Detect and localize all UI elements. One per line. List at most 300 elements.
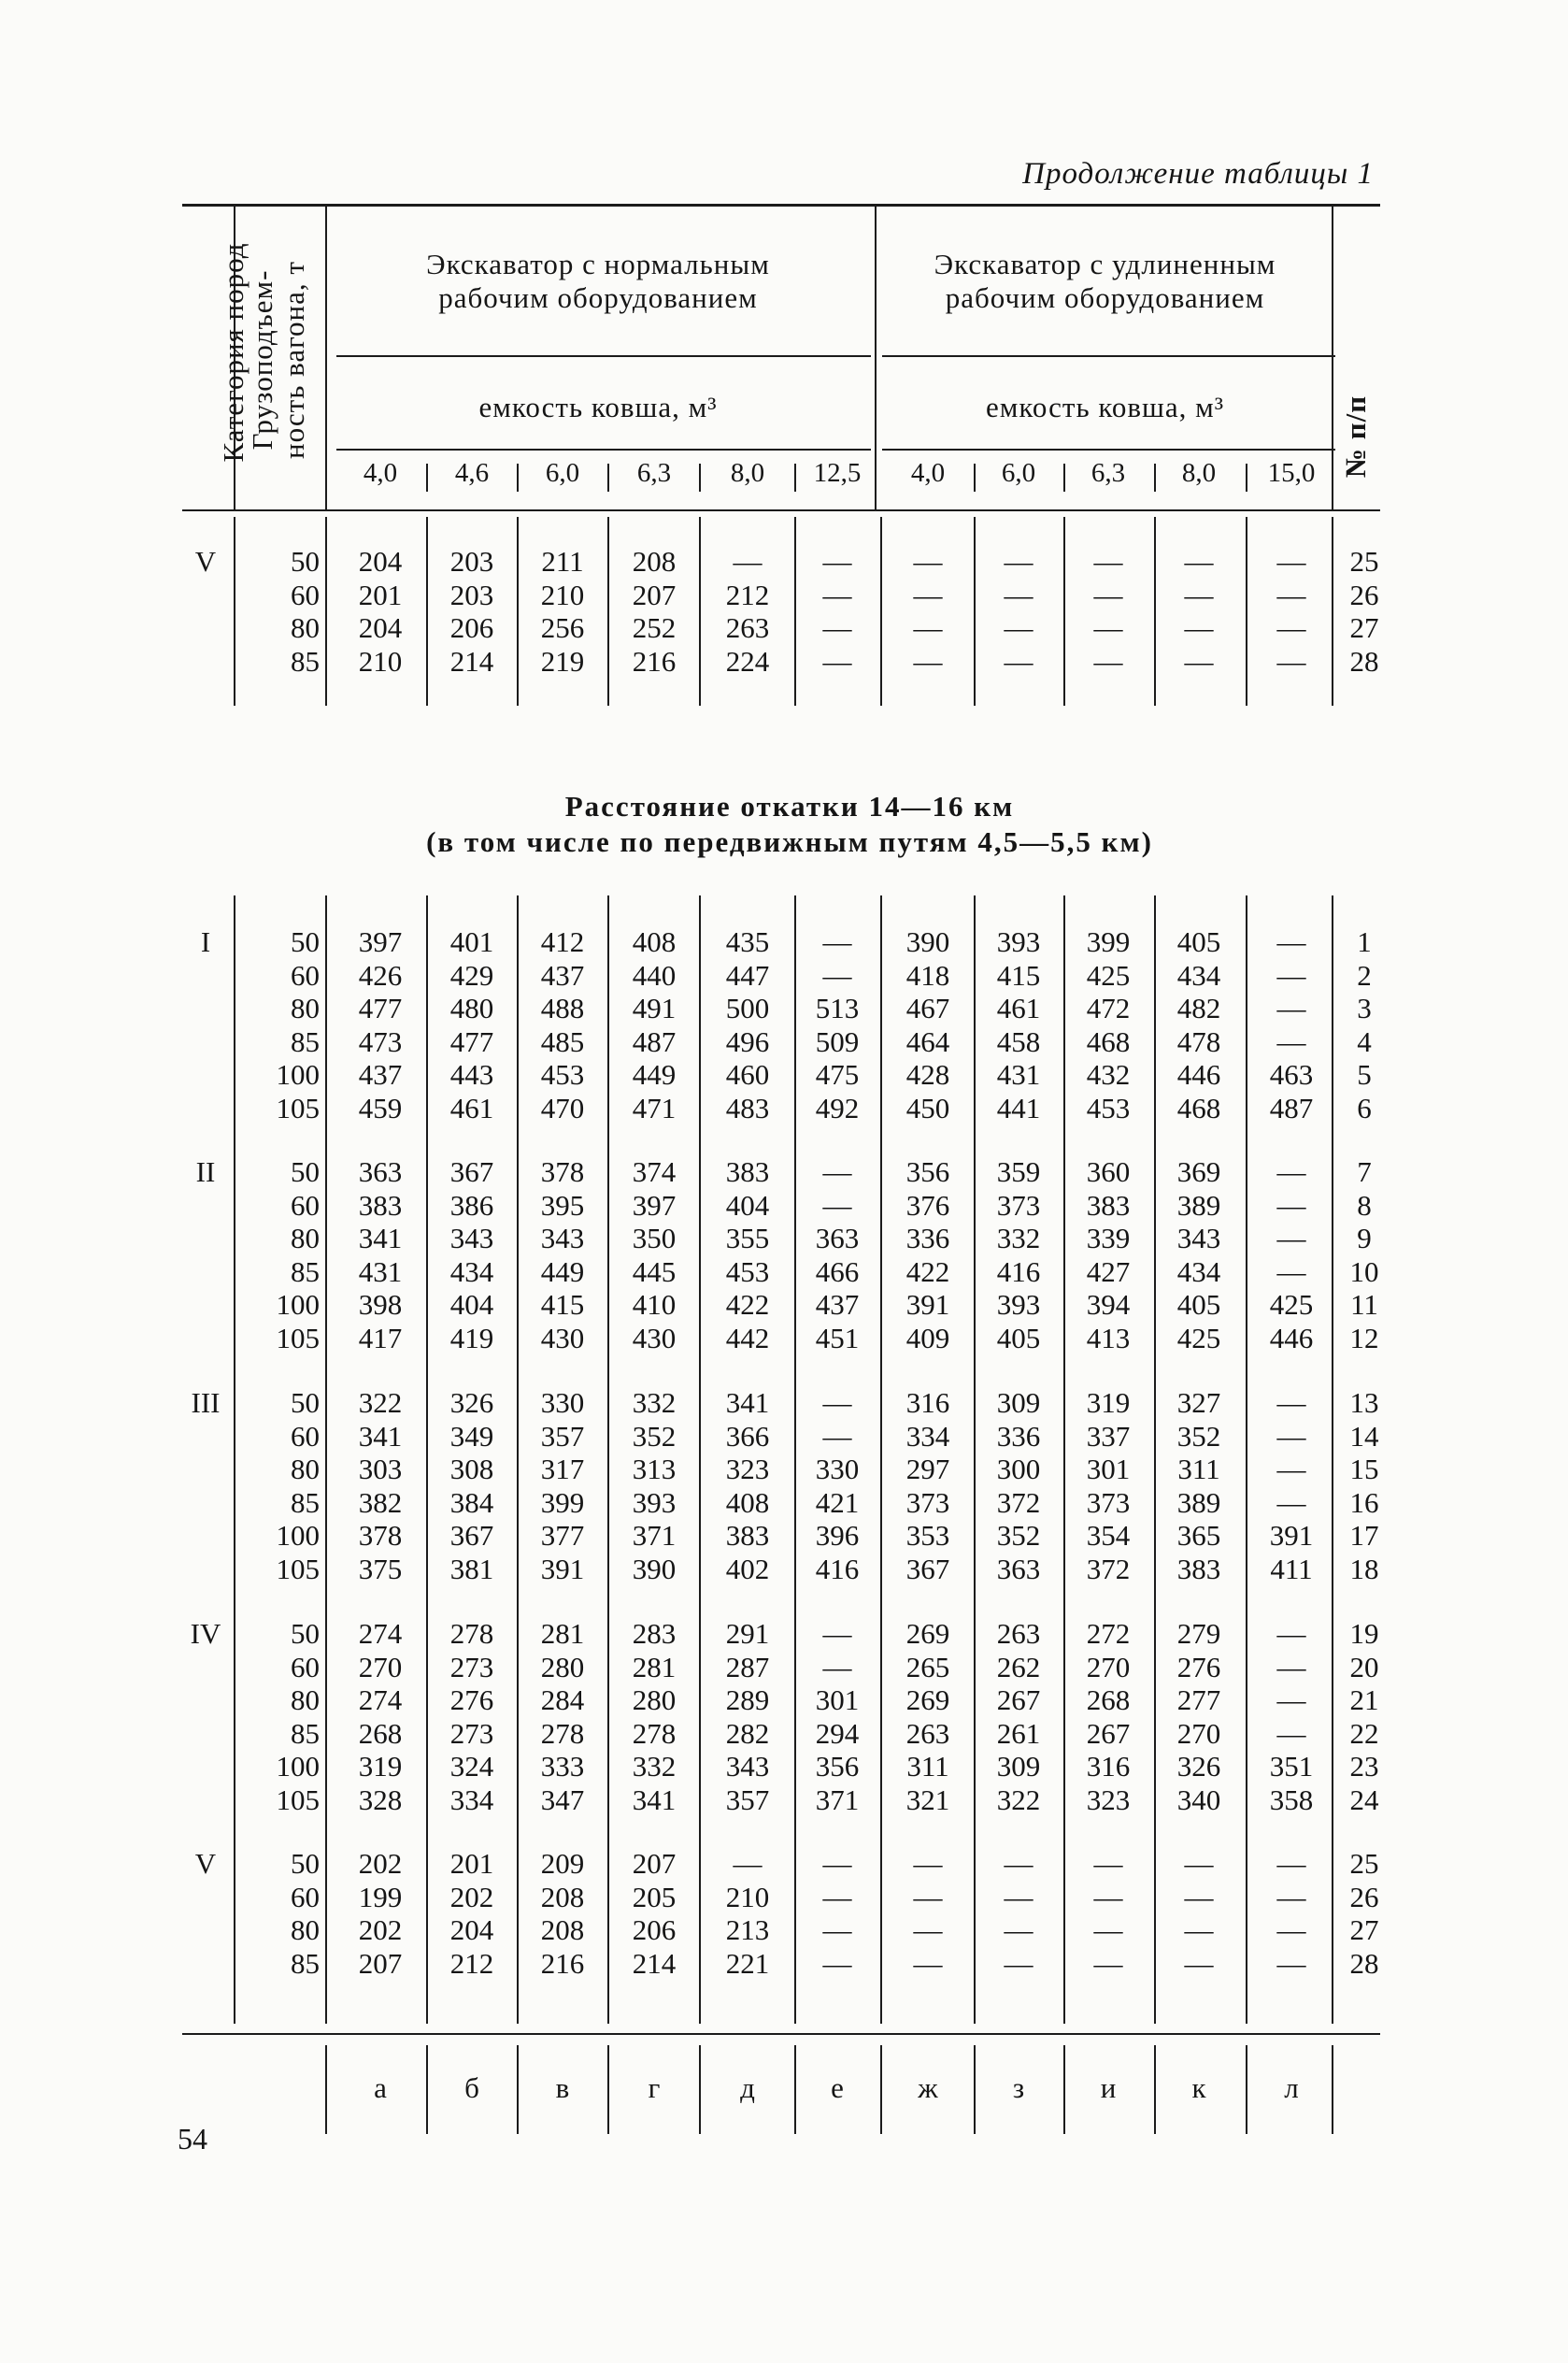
wagon-capacity: 80 [291, 1222, 320, 1254]
table-cell: — [822, 1913, 852, 1946]
table-cell: 297 [905, 1453, 950, 1485]
table-cell: 208 [540, 1880, 585, 1913]
table-cell: 377 [540, 1519, 585, 1552]
footer-rule [1246, 2045, 1247, 2134]
table-cell: 442 [725, 1321, 770, 1354]
footer-rule [1154, 2045, 1156, 2134]
table-cell: 263 [996, 1617, 1041, 1650]
column-rule [974, 517, 976, 706]
table-cell: 330 [540, 1386, 585, 1419]
table-cell: 213 [725, 1913, 770, 1946]
table-cell: 389 [1176, 1485, 1221, 1519]
column-rule [1063, 517, 1065, 706]
table-cell: — [822, 925, 852, 958]
row-number: 20 [1349, 1650, 1379, 1683]
footer-rule [426, 2045, 428, 2134]
table-cell: — [1276, 1419, 1306, 1453]
footer-rule [974, 2045, 976, 2134]
table-cell: 443 [449, 1058, 494, 1091]
wagon-capacity: 105 [276, 1091, 320, 1124]
table-cell: 468 [1086, 1024, 1131, 1058]
table-cell: 461 [996, 992, 1041, 1024]
table-cell: 263 [725, 611, 770, 644]
table-cell: 323 [1086, 1783, 1131, 1816]
row-number: 15 [1349, 1453, 1379, 1485]
table-cell: — [1004, 644, 1033, 678]
table-cell: — [1004, 1847, 1033, 1880]
table-cell: 328 [358, 1783, 403, 1816]
table-cell: 201 [449, 1847, 494, 1880]
table-cell: — [1276, 958, 1306, 992]
table-cell: 277 [1176, 1683, 1221, 1716]
table-cell: 199 [358, 1880, 403, 1913]
table-cell: 202 [449, 1880, 494, 1913]
table-cell: 278 [449, 1617, 494, 1650]
table-cell: — [1276, 1716, 1306, 1750]
table-cell: 477 [449, 1024, 494, 1058]
table-cell: 366 [725, 1419, 770, 1453]
table-cell: — [1276, 1155, 1306, 1188]
table-cell: 371 [815, 1783, 860, 1816]
table-cell: 316 [1086, 1750, 1131, 1783]
table-cell: 214 [632, 1946, 677, 1980]
table-cell: 461 [449, 1091, 494, 1124]
table-caption: Продолжение таблицы 1 [1022, 157, 1374, 191]
column-rule [325, 895, 327, 2024]
table-cell: — [1276, 1386, 1306, 1419]
table-cell: — [822, 644, 852, 678]
table-cell: 472 [1086, 992, 1131, 1024]
table-cell: 405 [996, 1321, 1041, 1354]
table-cell: 202 [358, 1913, 403, 1946]
row-number: 19 [1349, 1617, 1379, 1650]
table-cell: — [1276, 1453, 1306, 1485]
table-cell: 211 [541, 545, 584, 578]
table-cell: 319 [1086, 1386, 1131, 1419]
table-cell: 267 [1086, 1716, 1131, 1750]
table-cell: 404 [449, 1288, 494, 1321]
wagon-capacity: 80 [291, 992, 320, 1024]
table-cell: — [1184, 1913, 1214, 1946]
table-cell: 459 [358, 1091, 403, 1124]
table-cell: 300 [996, 1453, 1041, 1485]
table-cell: 352 [996, 1519, 1041, 1552]
row-number: 5 [1357, 1058, 1372, 1091]
table-cell: 347 [540, 1783, 585, 1816]
table-cell: 353 [905, 1519, 950, 1552]
row-number: 8 [1357, 1188, 1372, 1222]
wagon-capacity: 50 [291, 1847, 320, 1880]
column-rule [1154, 895, 1156, 2024]
table-cell: 383 [725, 1519, 770, 1552]
table-cell: 212 [449, 1946, 494, 1980]
table-cell: 371 [632, 1519, 677, 1552]
table-cell: 343 [725, 1750, 770, 1783]
table-cell: 425 [1086, 958, 1131, 992]
footer-rule [699, 2045, 701, 2134]
table-cell: 272 [1086, 1617, 1131, 1650]
wagon-capacity: 85 [291, 644, 320, 678]
table-cell: 431 [358, 1254, 403, 1288]
table-cell: 372 [996, 1485, 1041, 1519]
table-cell: 337 [1086, 1419, 1131, 1453]
wagon-capacity: 80 [291, 1683, 320, 1716]
table-cell: 269 [905, 1617, 950, 1650]
bucket-size-tick: 8,0 [1181, 458, 1217, 488]
table-cell: — [1004, 578, 1033, 611]
table-cell: 395 [540, 1188, 585, 1222]
tick-divider [517, 464, 519, 492]
table-cell: 430 [540, 1321, 585, 1354]
wagon-capacity: 80 [291, 611, 320, 644]
wagon-capacity: 100 [276, 1058, 320, 1091]
table-cell: 341 [358, 1222, 403, 1254]
table-cell: 483 [725, 1091, 770, 1124]
table-cell: 343 [449, 1222, 494, 1254]
table-cell: — [822, 1188, 852, 1222]
table-cell: 334 [905, 1419, 950, 1453]
table-cell: — [822, 1419, 852, 1453]
table-cell: 417 [358, 1321, 403, 1354]
table-bottom-rule [182, 2033, 1380, 2035]
table-cell: 396 [815, 1519, 860, 1552]
table-cell: 214 [449, 644, 494, 678]
table-cell: — [913, 1913, 943, 1946]
table-cell: 441 [996, 1091, 1041, 1124]
column-rule [880, 895, 882, 2024]
table-cell: 319 [358, 1750, 403, 1783]
table-cell: 358 [1269, 1783, 1314, 1816]
table-cell: 463 [1269, 1058, 1314, 1091]
table-cell: 202 [358, 1847, 403, 1880]
table-cell: 369 [1176, 1155, 1221, 1188]
table-cell: 393 [996, 925, 1041, 958]
bucket-size-tick: 6,3 [636, 458, 672, 488]
table-cell: — [822, 1880, 852, 1913]
rock-category: III [191, 1386, 221, 1419]
table-cell: 428 [905, 1058, 950, 1091]
table-cell: 301 [1086, 1453, 1131, 1485]
table-cell: — [1276, 1946, 1306, 1980]
wagon-capacity: 85 [291, 1946, 320, 1980]
table-cell: 372 [1086, 1552, 1131, 1585]
table-cell: 357 [540, 1419, 585, 1453]
wagon-capacity: 85 [291, 1024, 320, 1058]
wagon-capacity: 105 [276, 1783, 320, 1816]
table-cell: 389 [1176, 1188, 1221, 1222]
row-number: 23 [1349, 1750, 1379, 1783]
header-top-rule [182, 204, 1380, 207]
table-cell: 432 [1086, 1058, 1131, 1091]
table-cell: 332 [996, 1222, 1041, 1254]
table-cell: — [1093, 1913, 1123, 1946]
table-cell: — [822, 1946, 852, 1980]
table-cell: 449 [632, 1058, 677, 1091]
table-cell: 470 [540, 1091, 585, 1124]
bucket-size-tick: 8,0 [730, 458, 765, 488]
table-cell: — [822, 1650, 852, 1683]
table-cell: 426 [358, 958, 403, 992]
table-cell: — [1184, 611, 1214, 644]
table-cell: 446 [1176, 1058, 1221, 1091]
table-cell: 390 [905, 925, 950, 958]
tick-divider [974, 464, 976, 492]
row-number: 27 [1349, 1913, 1379, 1946]
table-cell: 340 [1176, 1783, 1221, 1816]
table-cell: 291 [725, 1617, 770, 1650]
row-number: 4 [1357, 1024, 1372, 1058]
wagon-capacity: 85 [291, 1254, 320, 1288]
wagon-capacity: 60 [291, 1880, 320, 1913]
normal-excavator-header: Экскаватор с нормальным рабочим оборудованием [426, 248, 770, 314]
rock-category: V [194, 545, 217, 578]
table-cell: 322 [358, 1386, 403, 1419]
section-title [280, 789, 1299, 860]
table-cell: 352 [632, 1419, 677, 1453]
table-cell: — [822, 1617, 852, 1650]
wagon-capacity: 50 [291, 545, 320, 578]
footer-rule [1063, 2045, 1065, 2134]
bucket-rule-extended [882, 355, 1335, 357]
wagon-capacity: 85 [291, 1716, 320, 1750]
table-cell: — [1276, 1650, 1306, 1683]
rock-category: V [194, 1847, 217, 1880]
wagon-capacity: 105 [276, 1321, 320, 1354]
table-cell: — [1184, 578, 1214, 611]
table-cell: 263 [905, 1716, 950, 1750]
column-rule [880, 517, 882, 706]
table-cell: — [1276, 1913, 1306, 1946]
column-letter: е [831, 2071, 844, 2104]
table-cell: 281 [632, 1650, 677, 1683]
table-cell: 270 [1176, 1716, 1221, 1750]
extended-excavator-header: Экскаватор с удлиненным рабочим оборудованием [934, 248, 1276, 314]
row-number: 27 [1349, 611, 1379, 644]
table-cell: 294 [815, 1716, 860, 1750]
table-cell: 216 [632, 644, 677, 678]
table-cell: 408 [632, 925, 677, 958]
table-cell: 274 [358, 1683, 403, 1716]
table-cell: 208 [540, 1913, 585, 1946]
table-cell: — [822, 958, 852, 992]
table-cell: 467 [905, 992, 950, 1024]
table-cell: 487 [1269, 1091, 1314, 1124]
table-cell: 267 [996, 1683, 1041, 1716]
table-cell: 413 [1086, 1321, 1131, 1354]
table-cell: — [1276, 1188, 1306, 1222]
table-cell: 356 [905, 1155, 950, 1188]
table-cell: 500 [725, 992, 770, 1024]
table-cell: 282 [725, 1716, 770, 1750]
table-cell: 324 [449, 1750, 494, 1783]
bucket-size-tick: 6,0 [545, 458, 580, 488]
sizes-rule-normal [336, 449, 871, 451]
table-cell: — [1004, 1946, 1033, 1980]
page-number: 54 [178, 2122, 207, 2155]
table-cell: 313 [632, 1453, 677, 1485]
table-cell: 405 [1176, 925, 1221, 958]
table-cell: 276 [1176, 1650, 1221, 1683]
table-cell: 391 [540, 1552, 585, 1585]
bucket-size-tick: 6,0 [1001, 458, 1036, 488]
table-cell: 460 [725, 1058, 770, 1091]
table-cell: 308 [449, 1453, 494, 1485]
table-cell: — [1004, 1913, 1033, 1946]
tick-divider [1246, 464, 1247, 492]
tick-divider [607, 464, 609, 492]
table-cell: 437 [540, 958, 585, 992]
row-number: 10 [1349, 1254, 1379, 1288]
table-cell: 373 [996, 1188, 1041, 1222]
table-cell: 382 [358, 1485, 403, 1519]
wagon-capacity: 60 [291, 1188, 320, 1222]
table-cell: 381 [449, 1552, 494, 1585]
table-cell: 204 [358, 545, 403, 578]
column-letter: к [1191, 2071, 1206, 2104]
row-number: 16 [1349, 1485, 1379, 1519]
table-cell: 422 [725, 1288, 770, 1321]
table-cell: 311 [1177, 1453, 1220, 1485]
table-cell: — [913, 644, 943, 678]
table-cell: 274 [358, 1617, 403, 1650]
capacity-header-line1: Грузоподъем- [246, 269, 278, 451]
table-cell: — [822, 1155, 852, 1188]
table-cell: 513 [815, 992, 860, 1024]
bucket-rule-normal [336, 355, 871, 357]
table-cell: 383 [725, 1155, 770, 1188]
row-number: 25 [1349, 1847, 1379, 1880]
table-cell: — [1276, 1880, 1306, 1913]
table-cell: 446 [1269, 1321, 1314, 1354]
table-cell: — [1276, 1485, 1306, 1519]
table-cell: 458 [996, 1024, 1041, 1058]
bucket-capacity-extended: емкость ковша, м³ [986, 391, 1224, 423]
table-cell: 434 [1176, 958, 1221, 992]
table-cell: — [1276, 925, 1306, 958]
table-cell: 311 [906, 1750, 949, 1783]
footer-rule [325, 2045, 327, 2134]
wagon-capacity: 50 [291, 1155, 320, 1188]
table-cell: 393 [996, 1288, 1041, 1321]
table-cell: 359 [996, 1155, 1041, 1188]
table-cell: 367 [905, 1552, 950, 1585]
row-number: 7 [1357, 1155, 1372, 1188]
table-cell: 270 [1086, 1650, 1131, 1683]
column-rule [607, 895, 609, 2024]
table-cell: 397 [632, 1188, 677, 1222]
column-rule [517, 895, 519, 2024]
row-number: 28 [1349, 1946, 1379, 1980]
table-cell: 330 [815, 1453, 860, 1485]
table-cell: 326 [449, 1386, 494, 1419]
table-cell: 268 [1086, 1683, 1131, 1716]
table-cell: 419 [449, 1321, 494, 1354]
table-cell: 280 [632, 1683, 677, 1716]
row-number: 22 [1349, 1716, 1379, 1750]
wagon-capacity: 105 [276, 1552, 320, 1585]
table-cell: 449 [540, 1254, 585, 1288]
capacity-header-line2: ность вагона, т [278, 261, 310, 459]
table-cell: — [913, 1847, 943, 1880]
table-cell: — [1184, 1880, 1214, 1913]
table-cell: 283 [632, 1617, 677, 1650]
table-cell: 415 [540, 1288, 585, 1321]
table-cell: — [1093, 611, 1123, 644]
column-rule [607, 517, 609, 706]
table-cell: 256 [540, 611, 585, 644]
table-cell: 278 [540, 1716, 585, 1750]
section-title-line1: Расстояние откатки 14—16 км [564, 790, 1015, 823]
table-cell: 363 [815, 1222, 860, 1254]
table-cell: — [1276, 1847, 1306, 1880]
bucket-size-tick: 4,0 [363, 458, 398, 488]
table-cell: 207 [632, 578, 677, 611]
table-cell: 268 [358, 1716, 403, 1750]
column-letter: б [464, 2071, 479, 2104]
table-cell: 203 [449, 545, 494, 578]
table-cell: 415 [996, 958, 1041, 992]
table-cell: 287 [725, 1650, 770, 1683]
table-cell: 252 [632, 611, 677, 644]
table-cell: 378 [540, 1155, 585, 1188]
bucket-capacity-normal: емкость ковша, м³ [478, 391, 718, 423]
table-cell: 405 [1176, 1288, 1221, 1321]
table-cell: 421 [815, 1485, 860, 1519]
table-cell: 383 [1176, 1552, 1221, 1585]
row-number: 3 [1357, 992, 1372, 1024]
table-cell: 383 [358, 1188, 403, 1222]
row-number: 2 [1357, 958, 1372, 992]
row-number-header: № п/п [1339, 394, 1372, 479]
table-cell: 391 [1269, 1519, 1314, 1552]
table-cell: — [1276, 1617, 1306, 1650]
table-cell: 323 [725, 1453, 770, 1485]
table-cell: 273 [449, 1650, 494, 1683]
table-cell: 416 [815, 1552, 860, 1585]
table-cell: 384 [449, 1485, 494, 1519]
row-number: 28 [1349, 644, 1379, 678]
table-cell: 373 [905, 1485, 950, 1519]
table-cell: 412 [540, 925, 585, 958]
row-number: 26 [1349, 578, 1379, 611]
table-cell: 204 [449, 1913, 494, 1946]
table-cell: — [1276, 644, 1306, 678]
table-cell: 336 [905, 1222, 950, 1254]
table-cell: 477 [358, 992, 403, 1024]
table-cell: 480 [449, 992, 494, 1024]
row-number: 21 [1349, 1683, 1379, 1716]
table-cell: 356 [815, 1750, 860, 1783]
table-cell: 354 [1086, 1519, 1131, 1552]
table-cell: 478 [1176, 1024, 1221, 1058]
table-cell: 375 [358, 1552, 403, 1585]
table-cell: — [1004, 611, 1033, 644]
table-cell: 207 [358, 1946, 403, 1980]
table-cell: 491 [632, 992, 677, 1024]
table-cell: — [822, 578, 852, 611]
rock-category: II [195, 1155, 216, 1188]
table-cell: 221 [725, 1946, 770, 1980]
wagon-capacity: 60 [291, 958, 320, 992]
column-rule [699, 517, 701, 706]
table-cell: 434 [449, 1254, 494, 1288]
table-cell: 280 [540, 1650, 585, 1683]
table-cell: 204 [358, 611, 403, 644]
category-header: Категория пород [217, 242, 249, 463]
row-number: 11 [1350, 1288, 1378, 1321]
table-cell: — [1184, 1946, 1214, 1980]
bucket-size-tick: 4,0 [910, 458, 946, 488]
